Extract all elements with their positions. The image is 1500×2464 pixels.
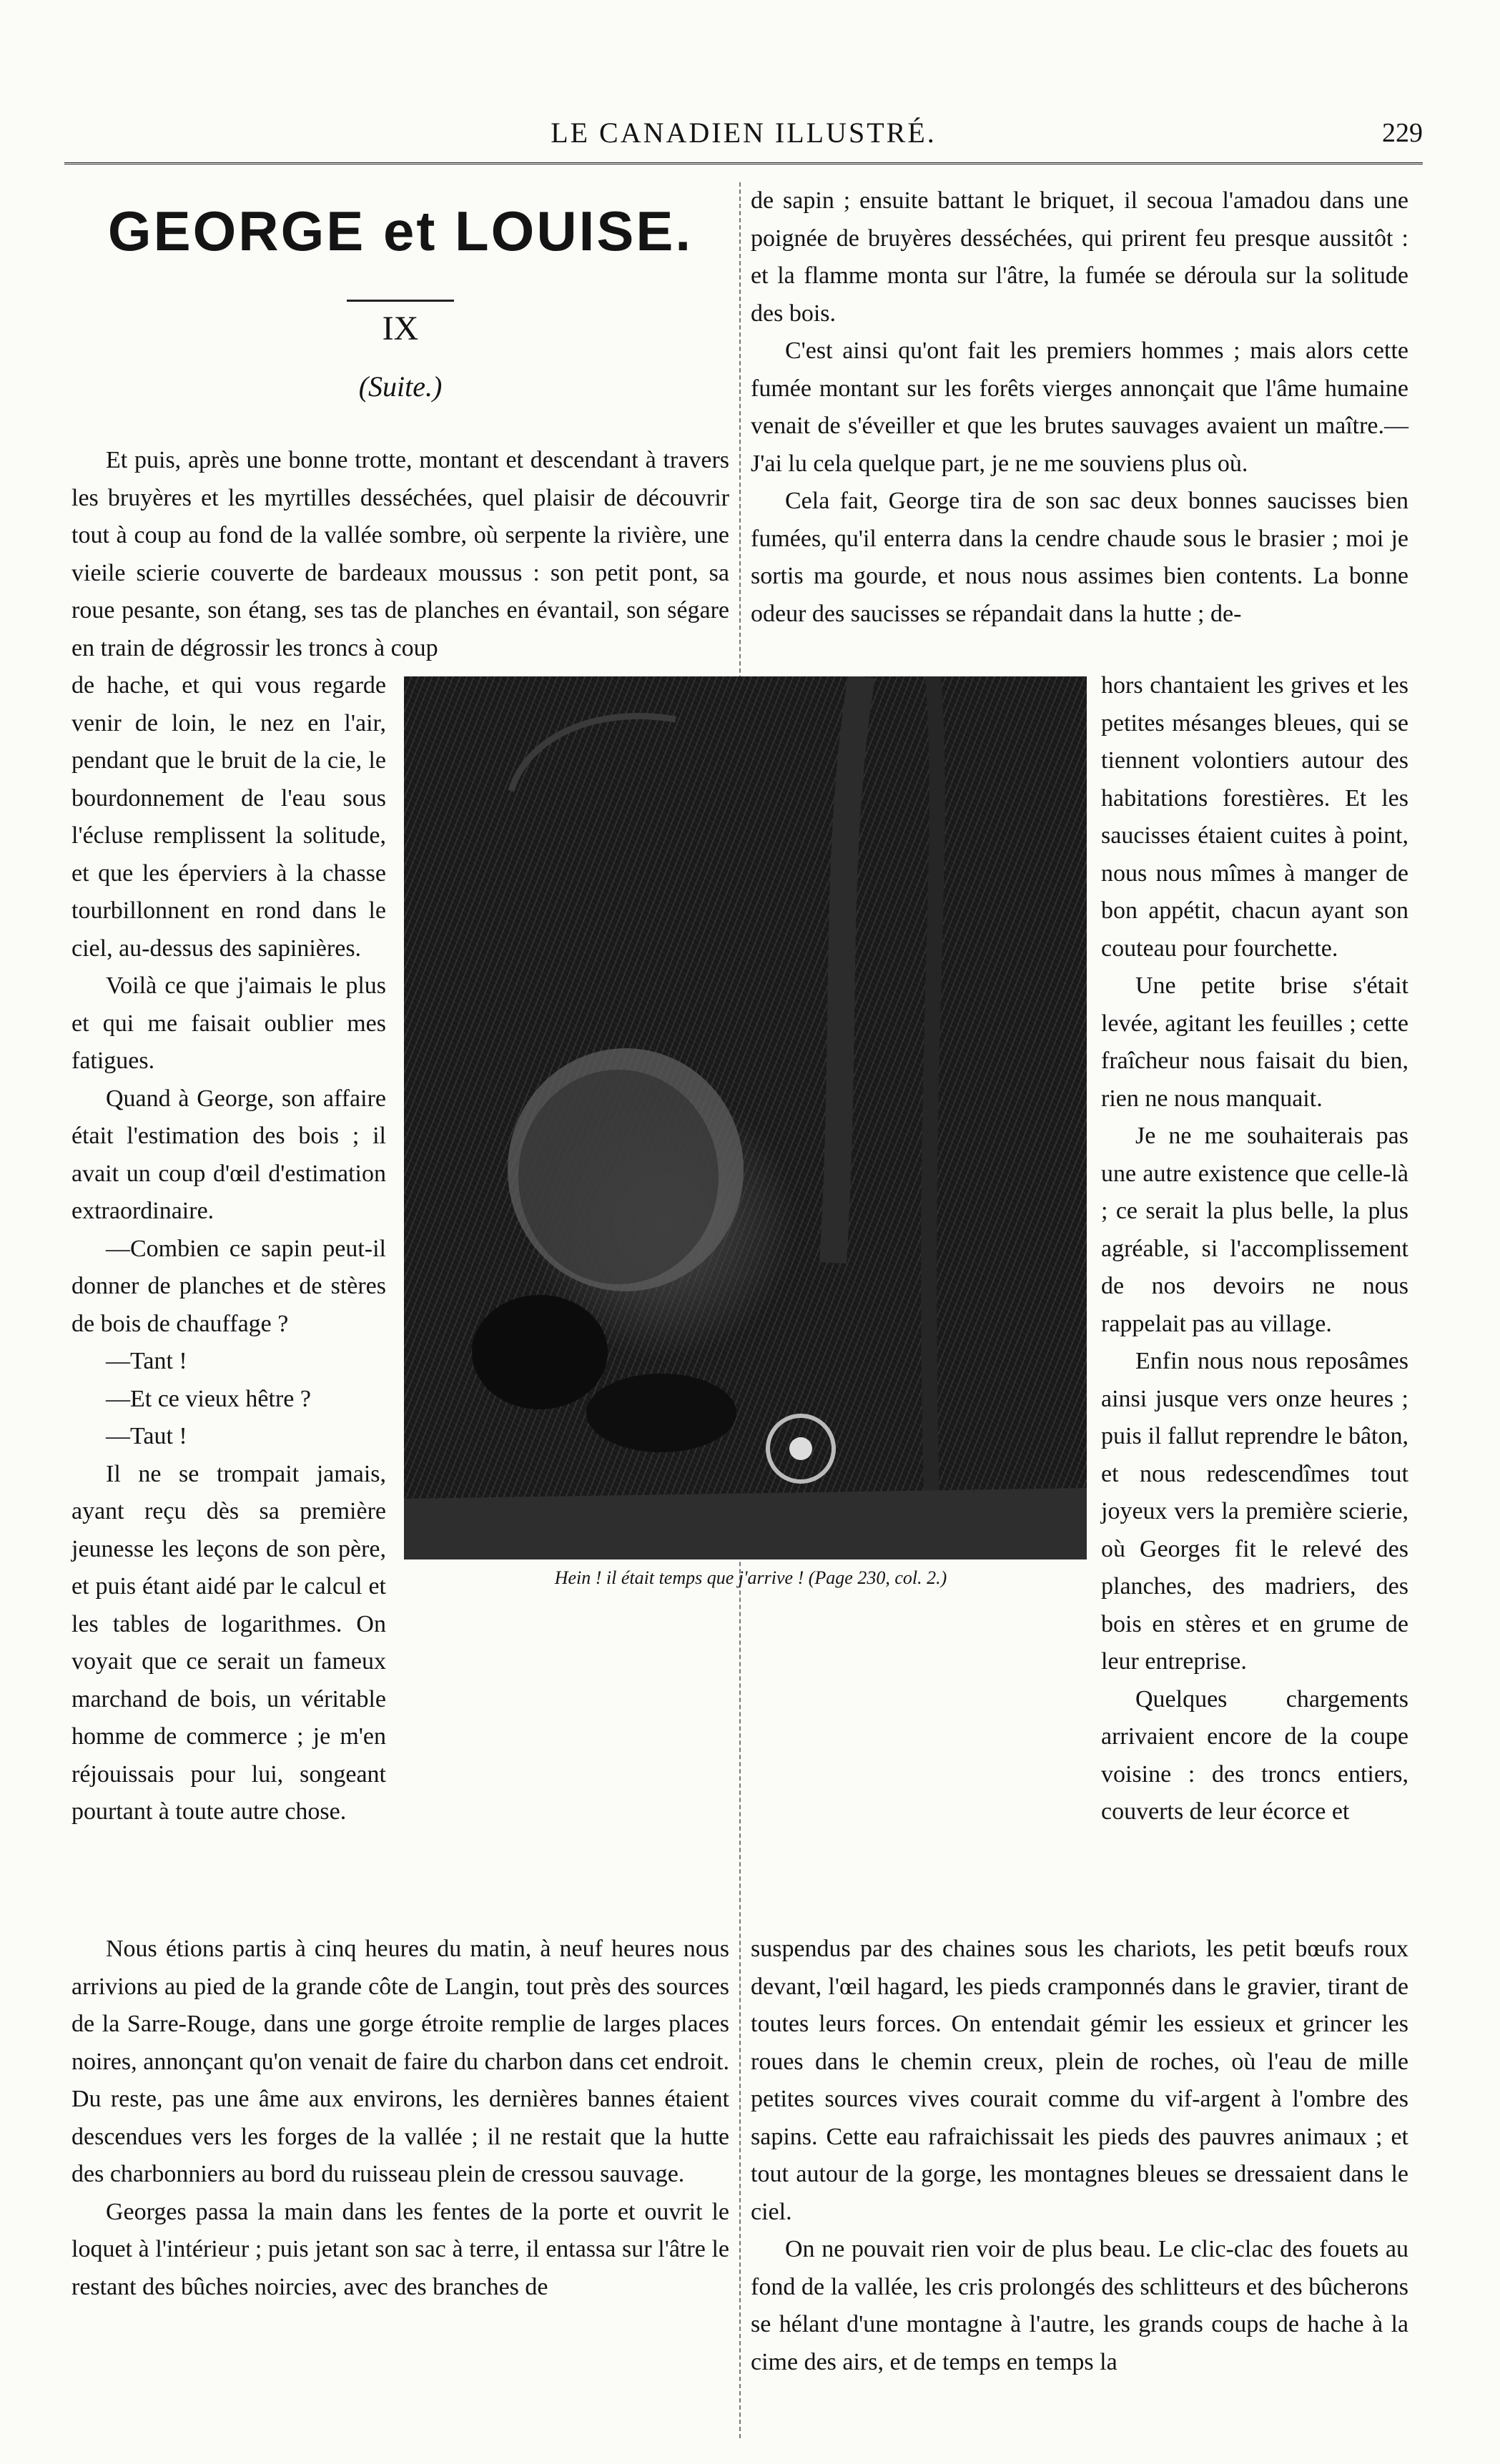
paragraph: Quand à George, son affaire était l'estimation des bois ; il avait un coup d'œil d'estimation extraordinaire.: [71, 1085, 386, 1224]
paragraph: Et puis, après une bonne trotte, montant et descendant à travers les bruyères et les myrtilles desséchées, quel plaisir de découvrir tout à coup au fond de la vallée sombre, où serpente la rivière, une vieile scierie couverte de bardeaux moussus : son petit pont, sa roue pesante, son étang, ses tas de planches en évantail, son ségare en train de dégrossir les troncs à coup: [71, 447, 729, 661]
continued-note: (Suite.): [358, 370, 443, 403]
page-number: 229: [1382, 118, 1423, 148]
title-rule: [347, 300, 454, 302]
paragraph: On ne pouvait rien voir de plus beau. Le clic-clac des fouets au fond de la vallée, les cris prolongés des schlitteurs et des bûcherons se hélant d'une montagne à l'autre, les grands coups de hache à la cime des airs, et de temps en temps la: [751, 2236, 1408, 2375]
left-column-narrow: [71, 667, 386, 1831]
paragraph: C'est ainsi qu'ont fait les premiers hommes ; mais alors cette fumée montant sur les forêts vierges annonçait que l'âme humaine venait de s'éveiller et que les brutes sauvages avaient un maître.—J'ai lu cela quelque part, je ne me souviens plus où.: [751, 337, 1408, 477]
left-column-top: [71, 442, 729, 667]
paragraph: Quelques chargements arrivaient encore de la coupe voisine : des troncs entiers, couverts de leur écorce et: [1101, 1685, 1408, 1825]
engraving-drawing: [404, 676, 1087, 1559]
engraving-illustration: [404, 676, 1087, 1559]
paragraph: suspendus par des chaines sous les chariots, les petit bœufs roux devant, l'œil hagard, les pieds cramponnés dans le gravier, tirant de toutes leurs forces. On entendait gémir les essieux et grincer les roues dans le chemin creux, plein de roches, où l'eau de mille petites sources vives courait comme du vif-argent à l'ombre des sapins. Cette eau rafraichissait les pieds des pauvres animaux ; et tout autour de la gorge, les montagnes bleues se dressaient dans le ciel.: [751, 1936, 1408, 2225]
paragraph: Je ne me souhaiterais pas une autre existence que celle-là ; ce serait la plus belle, la plus agréable, si l'accomplissement de nos devoirs ne nous rappelait pas au village.: [1101, 1123, 1408, 1337]
left-column-bottom: [71, 1931, 729, 2306]
paragraph: Une petite brise s'était levée, agitant les feuilles ; cette fraîcheur nous faisait du bien, rien ne nous manquait.: [1101, 972, 1408, 1112]
paragraph: —Combien ce sapin peut-il donner de planches et de stères de bois de chauffage ?: [71, 1235, 386, 1337]
right-column-bottom: [751, 1931, 1408, 2381]
illustration-caption: Hein ! il était temps que j'arrive ! (Page 230, col. 2.): [554, 1567, 947, 1588]
paragraph: Voilà ce que j'aimais le plus et qui me faisait oublier mes fatigues.: [71, 972, 386, 1074]
paragraph: de hache, et qui vous regarde venir de loin, le nez en l'air, pendant que le bruit de la cie, le bourdonnement de l'eau sous l'écluse remplissent la solitude, et que les éperviers à la chasse tourbillonnent en rond dans le ciel, au-dessus des sapinières.: [71, 672, 386, 962]
paragraph: —Et ce vieux hêtre ?: [106, 1385, 311, 1412]
paragraph: Cela fait, George tira de son sac deux bonnes saucisses bien fumées, qu'il enterra dans la cendre chaude sous le brasier ; moi je sortis ma gourde, et nous nous assimes bien contents. La bonne odeur des saucisses se répandait dans la hutte ; de-: [751, 488, 1408, 627]
paragraph: de sapin ; ensuite battant le briquet, il secoua l'amadou dans une poignée de bruyères desséchées, qui prirent feu presque aussitôt : et la flamme monta sur l'âtre, la fumée se déroula sur la solitude des bois.: [751, 187, 1408, 327]
paragraph: Georges passa la main dans les fentes de la porte et ouvrit le loquet à l'intérieur ; puis jetant son sac à terre, il entassa sur l'âtre le restant des bûches noircies, avec des branches de: [71, 2198, 729, 2300]
paragraph: Enfin nous nous reposâmes ainsi jusque vers onze heures ; puis il fallut reprendre le bâton, et nous redescendîmes tout joyeux vers la première scierie, où Georges fit le relevé des planches, des madriers, des bois en stères et en grume de leur entreprise.: [1101, 1348, 1408, 1675]
page-header: [64, 100, 1423, 164]
journal-title: LE CANADIEN ILLUSTRÉ.: [551, 117, 937, 149]
article-title: GEORGE et LOUISE.: [107, 199, 694, 262]
paragraph: —Taut !: [106, 1423, 187, 1449]
paragraph: Il ne se trompait jamais, ayant reçu dès sa première jeunesse les leçons de son père, et puis étant aidé par le calcul et les tables de logarithmes. On voyait que ce serait un fameux marchand de bois, un véritable homme de commerce ; je m'en réjouissais pour lui, songeant pourtant à toute autre chose.: [71, 1460, 386, 1825]
article-heading: [71, 186, 729, 403]
paragraph: Nous étions partis à cinq heures du matin, à neuf heures nous arrivions au pied de la grande côte de Langin, tout près des sources de la Sarre-Rouge, dans une gorge étroite remplie de larges places noires, annonçant qu'on venait de faire du charbon dans cet endroit. Du reste, pas une âme aux environs, les dernières bannes étaient descendues vers les forges de la vallée ; il ne restait que la hutte des charbonniers au bord du ruisseau plein de cressou sauvage.: [71, 1936, 729, 2187]
chapter-number: IX: [382, 310, 419, 348]
paragraph: hors chantaient les grives et les petites mésanges bleues, qui se tiennent volontiers autour des habitations forestières. Et les saucisses étaient cuites à point, nous nous mîmes à manger de bon appétit, chacun ayant son couteau pour fourchette.: [1101, 672, 1408, 962]
paragraph: —Tant !: [106, 1348, 187, 1374]
right-column-narrow: [1101, 667, 1408, 1831]
header-rule: [64, 162, 1423, 164]
right-column-top: [751, 182, 1408, 633]
